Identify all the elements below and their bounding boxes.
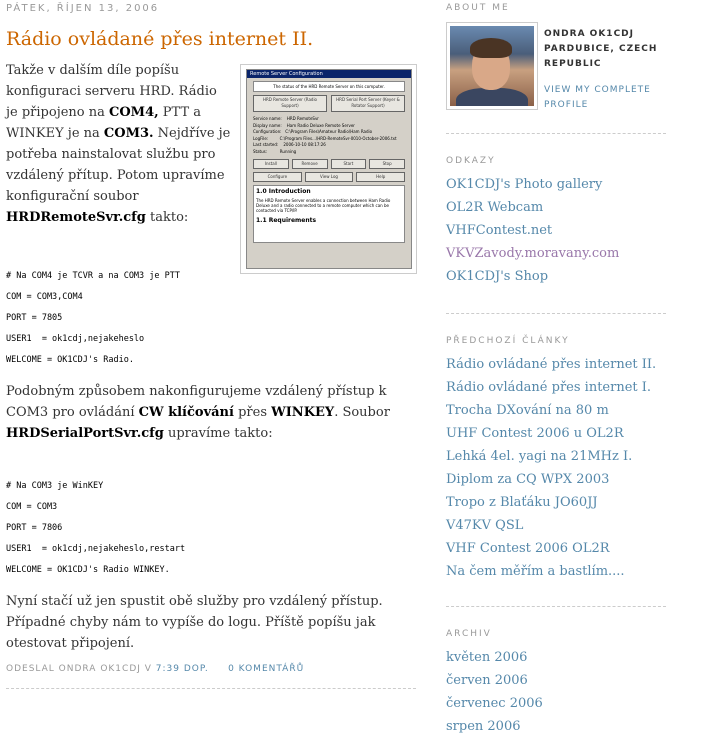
sidebar-link[interactable]: OL2R Webcam [446, 200, 544, 215]
comments-link[interactable]: 0 KOMENTÁŘŮ [228, 664, 305, 674]
archive-heading: ARCHIV [446, 629, 492, 639]
config-buttons [253, 172, 405, 182]
help-text: The HRD Remote Server enables a connection between Ham Radio Deluxe and a radio connected to a remote computer which can be contacted via TCP/IP. [256, 197, 391, 213]
links-heading: ODKAZY [446, 156, 496, 166]
sidebar-link[interactable]: VHFContest.net [446, 223, 553, 238]
service-info-row: Display name: Ham Radio Deluxe Remote Server [253, 122, 355, 128]
service-info-row: LogFile: C:\Program Files...\HRD-RemoteSvr-0010-October-2006.txt [253, 135, 397, 141]
body-text: Takže v dalším díle popíšu konfiguraci serveru HRD. Rádio je připojeno na [6, 63, 217, 120]
previous-posts-list [446, 353, 666, 583]
archive-link[interactable]: červenec 2006 [446, 696, 543, 711]
post-paragraph-2 [6, 381, 416, 444]
service-info-table [253, 116, 405, 156]
window-status: The status of the HRD Remote Server on this computer. [253, 81, 405, 92]
body-text: . Soubor [334, 405, 390, 420]
previous-post-link[interactable]: Rádio ovládané přes internet II. [446, 357, 657, 372]
post-title[interactable]: Rádio ovládané přes internet II. [6, 28, 314, 50]
profile-name: ONDRA OK1CDJ PARDUBICE, CZECH REPUBLIC [544, 29, 658, 69]
code-line: PORT = 7805 [6, 313, 63, 323]
previous-post-link[interactable]: Tropo z Blaťáku JO60JJ [446, 495, 598, 510]
help-pane [253, 185, 405, 243]
window-button: Configure [253, 172, 302, 182]
sidebar-divider [446, 133, 666, 134]
body-text: Nejdříve je potřeba nainstalovat službu pro vzdálený přítup. Potom upravíme konfigurační soubor [6, 126, 231, 204]
body-text: přes [233, 405, 272, 420]
sidebar-divider [446, 313, 666, 314]
previous-post-link[interactable]: UHF Contest 2006 u OL2R [446, 426, 624, 441]
window-button: Install [253, 159, 289, 169]
code-line: WELCOME = OK1CDJ's Radio WINKEY. [6, 565, 170, 575]
help-heading: 1.0 Introduction [256, 187, 311, 195]
date-header: PÁTEK, ŘÍJEN 13, 2006 [6, 3, 160, 14]
code-line: WELCOME = OK1CDJ's Radio. [6, 355, 134, 365]
service-info-row: Configuration: C:\Program Files\Amateur Radio\Ham Radio [253, 129, 373, 135]
code-line: COM = COM3 [6, 502, 58, 512]
code-line: PORT = 7806 [6, 523, 63, 533]
sidebar-link[interactable]: VKVZavody.moravany.com [446, 246, 620, 261]
window-button: Start [331, 159, 367, 169]
previous-posts-heading: PŘEDCHOZÍ ČLÁNKY [446, 336, 570, 346]
archive-link[interactable]: květen 2006 [446, 650, 528, 665]
previous-post-link[interactable]: Na čem měřím a bastlím.... [446, 564, 625, 579]
code-line: # Na COM3 je WinKEY [6, 481, 104, 491]
post-permalink[interactable]: 7:39 DOP. [155, 664, 209, 674]
post-paragraph-1 [6, 60, 232, 228]
main-column [6, 0, 416, 689]
config-code-1 [6, 266, 416, 371]
previous-post-link[interactable]: VHF Contest 2006 OL2R [446, 541, 610, 556]
body-text: Podobným způsobem nakonfigurujeme vzdálený přístup k COM3 pro ovládání [6, 384, 387, 420]
emphasis-text: COM4, [109, 105, 159, 120]
service-buttons [253, 159, 405, 169]
emphasis-text: COM3. [103, 126, 154, 141]
post-footer [6, 664, 416, 674]
code-line: USER1 = ok1cdj,nejakeheslo [6, 334, 145, 344]
service-info-row: Status: Running [253, 148, 297, 154]
previous-post-link[interactable]: Diplom za CQ WPX 2003 [446, 472, 610, 487]
tab-serial-port-server: HRD Serial Port Server (Keyer & Rotator Support) [331, 95, 405, 112]
post-paragraph-3: Nyní stačí už jen spustit obě služby pro vzdálený přístup. Případné chyby nám to vypíše do logu. Příště popíšu jak otestovat připojení. [6, 594, 383, 651]
body-text: upravíme takto: [163, 426, 273, 441]
service-info-row: Last started: 2006-10-10 08:17:26 [253, 142, 326, 148]
sidebar-link[interactable]: OK1CDJ's Photo gallery [446, 177, 603, 192]
emphasis-text: CW klíčování [138, 405, 234, 420]
previous-post-link[interactable]: V47KV QSL [446, 518, 524, 533]
config-code-2 [6, 476, 416, 581]
emphasis-text: WINKEY [271, 405, 335, 420]
server-config-screenshot[interactable] [240, 64, 417, 274]
sidebar [446, 0, 666, 734]
previous-post-link[interactable]: Trocha DXování na 80 m [446, 403, 609, 418]
previous-post-link[interactable]: Rádio ovládané přes internet I. [446, 380, 652, 395]
links-list [446, 173, 666, 288]
emphasis-text: HRDRemoteSvr.cfg [6, 210, 146, 225]
archive-link[interactable]: srpen 2006 [446, 719, 521, 734]
body-text: takto: [145, 210, 189, 225]
code-line: COM = COM3,COM4 [6, 292, 83, 302]
profile-photo[interactable] [446, 22, 538, 110]
post-author: ODESLAL ONDRA OK1CDJ V [6, 664, 152, 674]
archive-list [446, 646, 666, 738]
window-button: View Log [305, 172, 354, 182]
about-heading: ABOUT ME [446, 3, 510, 13]
window-title: Remote Server Configuration [247, 70, 411, 78]
window-button: Remove [292, 159, 328, 169]
window-button: Stop [369, 159, 405, 169]
avatar [450, 26, 534, 106]
tab-remote-server: HRD Remote Server (Radio Support) [253, 95, 327, 112]
previous-post-link[interactable]: Lehká 4el. yagi na 21MHz I. [446, 449, 633, 464]
service-info-row: Service name: HRD RemoteSvr [253, 116, 319, 121]
code-line: # Na COM4 je TCVR a na COM3 je PTT [6, 271, 180, 281]
body-text: PTT a WINKEY je na [6, 105, 202, 141]
code-line: USER1 = ok1cdj,nejakeheslo,restart [6, 544, 186, 554]
sidebar-divider [446, 606, 666, 607]
help-subheading: 1.1 Requirements [256, 216, 317, 224]
archive-link[interactable]: červen 2006 [446, 673, 528, 688]
post-divider [6, 688, 416, 689]
config-window [246, 69, 412, 269]
sidebar-link[interactable]: OK1CDJ's Shop [446, 269, 549, 284]
emphasis-text: HRDSerialPortSvr.cfg [6, 426, 164, 441]
view-profile-link[interactable]: VIEW MY COMPLETE PROFILE [544, 85, 651, 110]
window-button: Help [356, 172, 405, 182]
